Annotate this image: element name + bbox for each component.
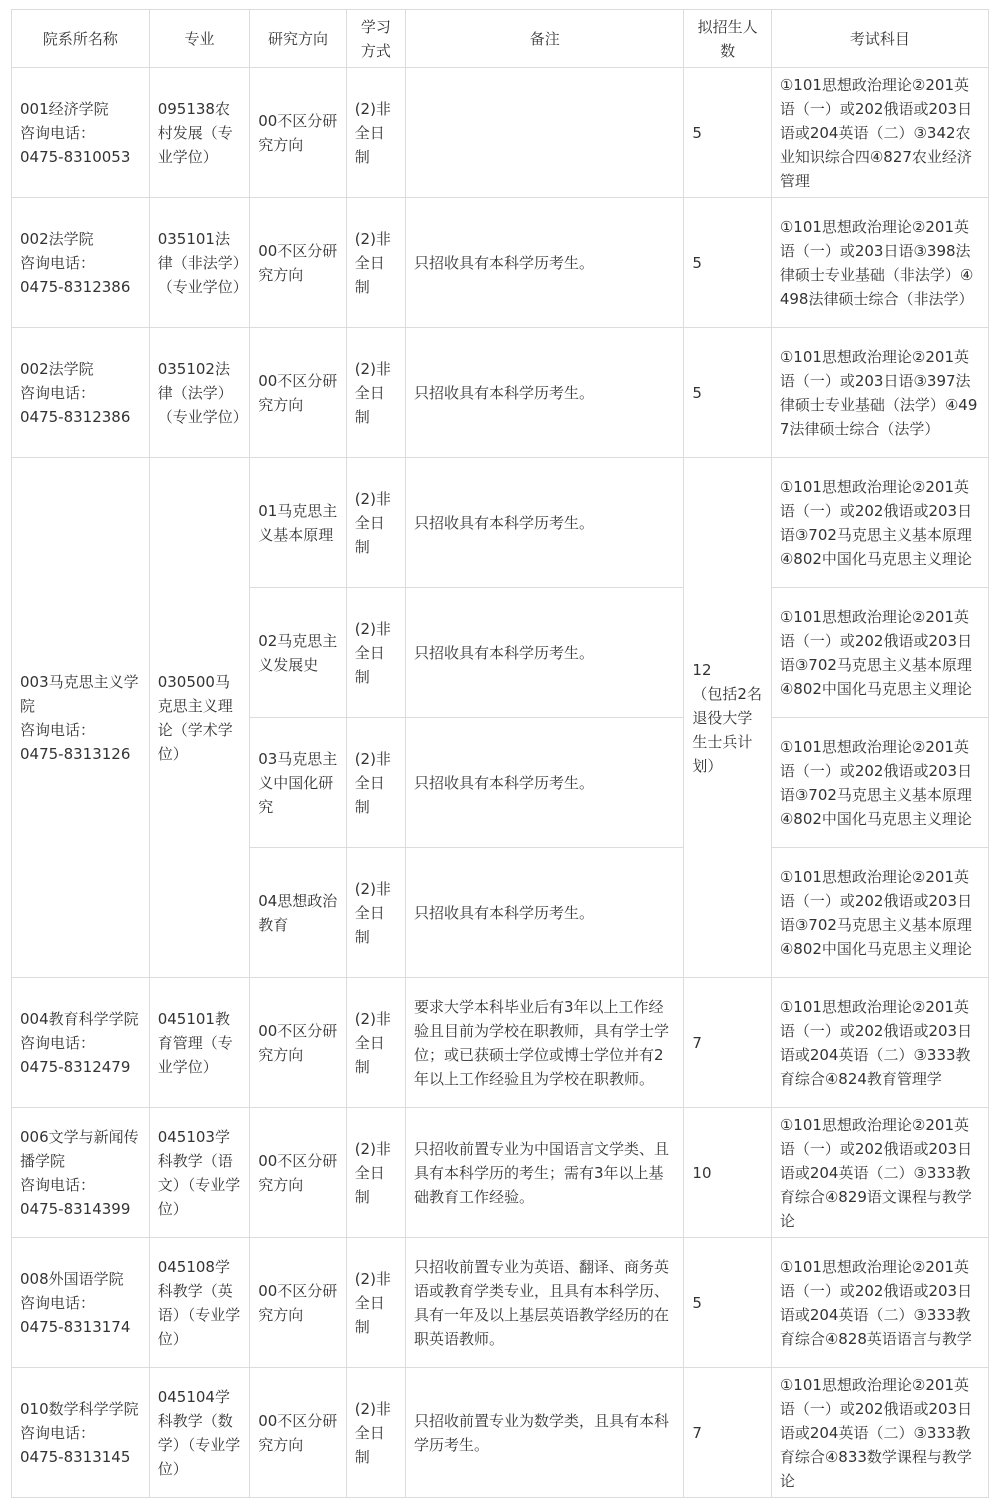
major-cell: 035102法律（法学）（专业学位） [149,328,250,458]
major-cell: 045103学科教学（语文）（专业学位） [149,1108,250,1238]
quota-cell: 10 [684,1108,771,1238]
note-cell: 只招收具有本科学历考生。 [405,198,683,328]
exam-cell: ①101思想政治理论②201英语（一）或203日语③398法律硕士专业基础（非法学）④498法律硕士综合（非法学） [771,198,988,328]
direction-cell: 00不区分研究方向 [250,198,346,328]
exam-cell: ①101思想政治理论②201英语（一）或202俄语或203日语或204英语（二）③333教育综合④828英语语言与教学 [771,1238,988,1368]
quota-cell: 7 [684,978,771,1108]
direction-cell: 00不区分研究方向 [250,1108,346,1238]
mode-cell: (2)非全日制 [346,328,405,458]
quota-cell: 5 [684,198,771,328]
mode-cell: (2)非全日制 [346,458,405,588]
direction-cell: 01马克思主义基本原理 [250,458,346,588]
admissions-table [11,9,989,1498]
header-dept: 院系所名称 [12,10,150,68]
dept-cell: 001经济学院 咨询电话： 0475-8310053 [12,68,150,198]
quota-cell: 5 [684,1238,771,1368]
dept-cell: 003马克思主义学院 咨询电话： 0475-8313126 [12,458,150,978]
table-row [12,68,989,198]
note-cell: 只招收具有本科学历考生。 [405,588,683,718]
mode-cell: (2)非全日制 [346,978,405,1108]
direction-cell: 00不区分研究方向 [250,1368,346,1498]
note-cell: 只招收具有本科学历考生。 [405,848,683,978]
exam-cell: ①101思想政治理论②201英语（一）或202俄语或203日语或204英语（二）③342农业知识综合四④827农业经济管理 [771,68,988,198]
major-cell: 030500马克思主义理论（学术学位） [149,458,250,978]
dept-cell: 002法学院 咨询电话： 0475-8312386 [12,198,150,328]
mode-cell: (2)非全日制 [346,1368,405,1498]
header-note: 备注 [405,10,683,68]
mode-cell: (2)非全日制 [346,718,405,848]
exam-cell: ①101思想政治理论②201英语（一）或202俄语或203日语③702马克思主义基本原理④802中国化马克思主义理论 [771,458,988,588]
table-row [12,1108,989,1238]
quota-cell: 5 [684,328,771,458]
note-cell: 只招收具有本科学历考生。 [405,458,683,588]
direction-cell: 03马克思主义中国化研究 [250,718,346,848]
mode-cell: (2)非全日制 [346,1238,405,1368]
table-row [12,458,989,588]
major-cell: 035101法律（非法学）（专业学位） [149,198,250,328]
dept-cell: 010数学科学学院 咨询电话： 0475-8313145 [12,1368,150,1498]
table-row [12,1368,989,1498]
exam-cell: ①101思想政治理论②201英语（一）或202俄语或203日语或204英语（二）③333教育综合④833数学课程与教学论 [771,1368,988,1498]
table-row [12,328,989,458]
mode-cell: (2)非全日制 [346,68,405,198]
note-cell: 只招收前置专业为数学类，且具有本科学历考生。 [405,1368,683,1498]
table-row [12,978,989,1108]
header-exam: 考试科目 [771,10,988,68]
header-major: 专业 [149,10,250,68]
note-cell: 只招收具有本科学历考生。 [405,328,683,458]
dept-cell: 008外国语学院 咨询电话： 0475-8313174 [12,1238,150,1368]
table-row [12,198,989,328]
mode-cell: (2)非全日制 [346,588,405,718]
table-row [12,1238,989,1368]
direction-cell: 00不区分研究方向 [250,68,346,198]
exam-cell: ①101思想政治理论②201英语（一）或203日语③397法律硕士专业基础（法学）④497法律硕士综合（法学） [771,328,988,458]
exam-cell: ①101思想政治理论②201英语（一）或202俄语或203日语或204英语（二）③333教育综合④824教育管理学 [771,978,988,1108]
note-cell: 只招收前置专业为中国语言文学类、且具有本科学历的考生；需有3年以上基础教育工作经验。 [405,1108,683,1238]
quota-cell: 5 [684,68,771,198]
exam-cell: ①101思想政治理论②201英语（一）或202俄语或203日语③702马克思主义基本原理④802中国化马克思主义理论 [771,848,988,978]
direction-cell: 04思想政治教育 [250,848,346,978]
header-quota: 拟招生人 数 [684,10,771,68]
major-cell: 095138农村发展（专业学位） [149,68,250,198]
exam-cell: ①101思想政治理论②201英语（一）或202俄语或203日语③702马克思主义基本原理④802中国化马克思主义理论 [771,588,988,718]
major-cell: 045101教育管理（专业学位） [149,978,250,1108]
major-cell: 045108学科教学（英语）（专业学位） [149,1238,250,1368]
header-row [12,10,989,68]
direction-cell: 02马克思主义发展史 [250,588,346,718]
mode-cell: (2)非全日制 [346,198,405,328]
major-cell: 045104学科教学（数学）（专业学位） [149,1368,250,1498]
quota-cell: 7 [684,1368,771,1498]
direction-cell: 00不区分研究方向 [250,328,346,458]
mode-cell: (2)非全日制 [346,1108,405,1238]
mode-cell: (2)非全日制 [346,848,405,978]
note-cell: 要求大学本科毕业后有3年以上工作经验且目前为学校在职教师，具有学士学位；或已获硕士学位或博士学位并有2年以上工作经验且为学校在职教师。 [405,978,683,1108]
note-cell [405,68,683,198]
dept-cell: 004教育科学学院 咨询电话： 0475-8312479 [12,978,150,1108]
dept-cell: 006文学与新闻传播学院 咨询电话： 0475-8314399 [12,1108,150,1238]
exam-cell: ①101思想政治理论②201英语（一）或202俄语或203日语③702马克思主义基本原理④802中国化马克思主义理论 [771,718,988,848]
quota-cell: 12 （包括2名退役大学生士兵计划） [684,458,771,978]
header-mode: 学习 方式 [346,10,405,68]
exam-cell: ①101思想政治理论②201英语（一）或202俄语或203日语或204英语（二）③333教育综合④829语文课程与教学论 [771,1108,988,1238]
direction-cell: 00不区分研究方向 [250,1238,346,1368]
dept-cell: 002法学院 咨询电话： 0475-8312386 [12,328,150,458]
header-direction: 研究方向 [250,10,346,68]
note-cell: 只招收具有本科学历考生。 [405,718,683,848]
note-cell: 只招收前置专业为英语、翻译、商务英语或教育学类专业，且具有本科学历、具有一年及以上基层英语教学经历的在职英语教师。 [405,1238,683,1368]
direction-cell: 00不区分研究方向 [250,978,346,1108]
